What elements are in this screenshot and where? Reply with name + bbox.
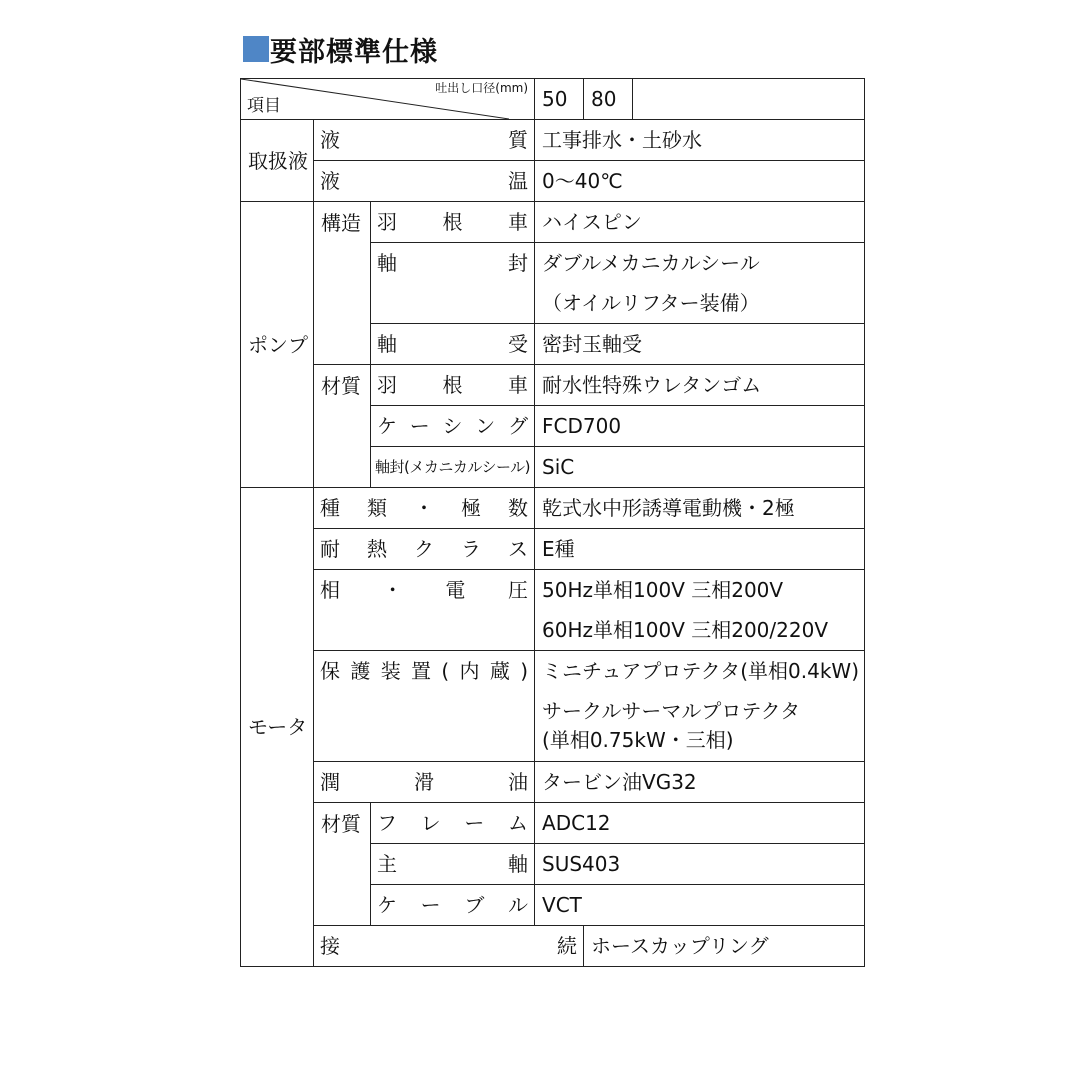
heading-marker-square [243, 36, 269, 62]
pump-impeller-row [241, 202, 865, 243]
bore-label: 吐出し口径(mm) [435, 81, 529, 95]
motor-type-label: 種 類 ・ 極 数 [314, 488, 535, 529]
cable-value: VCT [535, 885, 865, 926]
heat-class-label: 耐 熱 ク ラ ス [314, 529, 535, 570]
motor-material-label: 材質 [314, 803, 371, 926]
pump-structure-label: 構造 [314, 202, 371, 365]
section-heading [243, 32, 438, 66]
seal-label: 軸 封 [371, 243, 535, 284]
liquid-quality-label: 液 質 [314, 120, 535, 161]
lubricant-label: 潤 滑 油 [314, 762, 535, 803]
liquid-temp-label: 液 温 [314, 161, 535, 202]
main-shaft-label: 主 軸 [371, 844, 535, 885]
motor-oil-row [241, 762, 865, 803]
seal-value-note: （オイルリフター装備） [535, 283, 865, 324]
phase-voltage-value-60hz: 60Hz単相100V 三相200/220V [535, 610, 865, 651]
impeller-value: ハイスピン [535, 202, 865, 243]
protection-label: 保 護 装 置 ( 内 蔵 ) [314, 651, 535, 692]
main-shaft-value: SUS403 [535, 844, 865, 885]
liquid-group-label: 取扱液 [241, 120, 314, 202]
size-50-cell: 50 [535, 79, 584, 120]
cable-label: ケ ー ブ ル [371, 885, 535, 926]
motor-group-label: モータ [241, 488, 314, 967]
motor-type-row [241, 488, 865, 529]
phase-voltage-value-50hz: 50Hz単相100V 三相200V [535, 570, 865, 611]
phase-voltage-label: 相 ・ 電 圧 [314, 570, 535, 611]
connection-row [241, 926, 865, 967]
frame-label: フ レ ー ム [371, 803, 535, 844]
seal-label-continued [371, 283, 535, 324]
pump-group-label: ポンプ [241, 202, 314, 488]
item-label: 項目 [247, 96, 281, 116]
size-80-cell: 80 [584, 79, 633, 120]
connection-value: ホースカップリング [584, 926, 865, 967]
motor-phase-row-2 [241, 610, 865, 651]
motor-frame-row [241, 803, 865, 844]
mat-impeller-label: 羽 根 車 [371, 365, 535, 406]
liquid-temp-row [241, 161, 865, 202]
motor-protect-row-2 [241, 691, 865, 762]
heat-class-value: E種 [535, 529, 865, 570]
impeller-label: 羽 根 車 [371, 202, 535, 243]
mat-seal-label: 軸封(メカニカルシール) [371, 447, 535, 488]
connection-label: 接 続 [314, 926, 584, 967]
liquid-quality-value: 工事排水・土砂水 [535, 120, 865, 161]
mat-impeller-value: 耐水性特殊ウレタンゴム [535, 365, 865, 406]
header-diagonal-cell [241, 79, 535, 120]
header-row [241, 79, 865, 120]
header-blank-cell [633, 79, 865, 120]
bearing-label: 軸 受 [371, 324, 535, 365]
protection-value-miniature: ミニチュアプロテクタ(単相0.4kW) [535, 651, 865, 692]
lubricant-value: タービン油VG32 [535, 762, 865, 803]
casing-label: ケ ー シ ン グ [371, 406, 535, 447]
bearing-value: 密封玉軸受 [535, 324, 865, 365]
pump-material-label: 材質 [314, 365, 371, 488]
seal-value: ダブルメカニカルシール [535, 243, 865, 284]
mat-seal-value: SiC [535, 447, 865, 488]
liquid-temp-value: 0～40℃ [535, 161, 865, 202]
casing-value: FCD700 [535, 406, 865, 447]
frame-value: ADC12 [535, 803, 865, 844]
spec-table [240, 78, 865, 967]
pump-mat-impeller-row [241, 365, 865, 406]
liquid-quality-row [241, 120, 865, 161]
section-title: 要部標準仕様 [270, 36, 438, 68]
protection-label-continued [314, 691, 535, 762]
motor-protect-row-1 [241, 651, 865, 692]
motor-phase-row-1 [241, 570, 865, 611]
motor-type-value: 乾式水中形誘導電動機・2極 [535, 488, 865, 529]
phase-voltage-label-continued [314, 610, 535, 651]
protection-value-circle: サークルサーマルプロテクタ (単相0.75kW・三相) [535, 691, 865, 762]
motor-heat-row [241, 529, 865, 570]
